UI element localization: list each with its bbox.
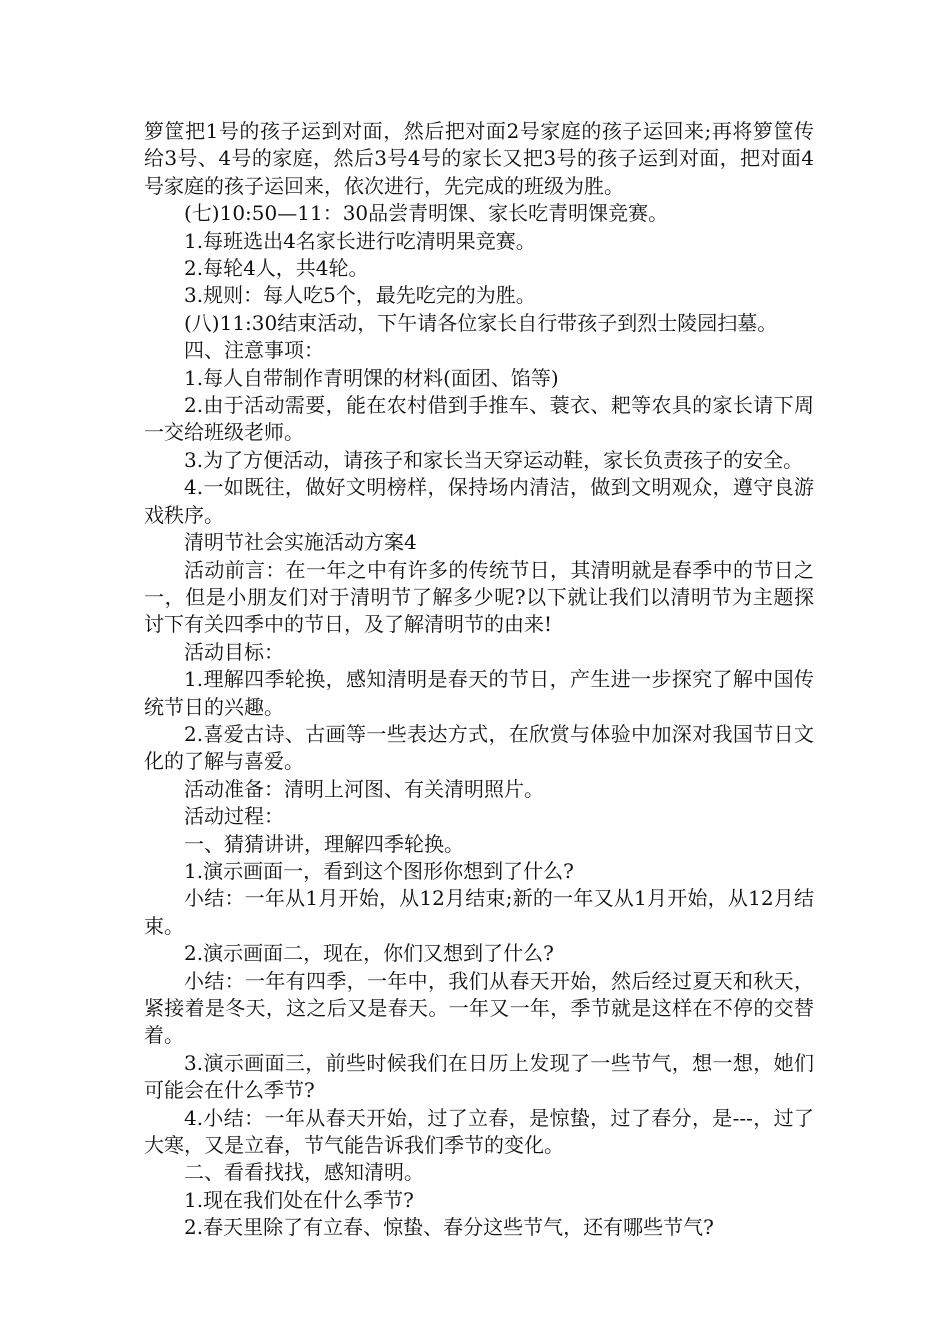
paragraph: (八)11:30结束活动，下午请各位家长自行带孩子到烈士陵园扫墓。 [184, 310, 778, 335]
paragraph: 4.一如既往，做好文明榜样，保持场内清洁，做到文明观众，遵守良游戏秩序。 [144, 475, 814, 527]
paragraph: 1.演示画面一，看到这个图形你想到了什么? [184, 858, 574, 883]
paragraph: 3.规则：每人吃5个，最先吃完的为胜。 [184, 283, 536, 308]
paragraph: 2.演示画面二，现在，你们又想到了什么? [184, 941, 554, 966]
plan-title: 清明节社会实施活动方案4 [184, 530, 417, 555]
paragraph: 活动准备：清明上河图、有关清明照片。 [184, 776, 544, 801]
paragraph: 2.每轮4人，共4轮。 [184, 256, 369, 281]
paragraph: 1.每班选出4名家长进行吃清明果竞赛。 [184, 228, 536, 253]
section-heading: 活动过程： [184, 804, 284, 829]
section-heading: 四、注意事项： [184, 338, 324, 363]
paragraph: (七)10:50—11：30品尝青明馃、家长吃青明馃竞赛。 [184, 201, 669, 226]
section-heading: 二、看看找找，感知清明。 [184, 1160, 424, 1185]
paragraph: 1.现在我们处在什么季节? [184, 1187, 414, 1212]
paragraph: 3.演示画面三，前些时候我们在日历上发现了一些节气，想一想，她们可能会在什么季节? [144, 1050, 814, 1103]
paragraph: 2.由于活动需要，能在农村借到手推车、蓑衣、耙等农具的家长请下周一交给班级老师。 [144, 393, 814, 445]
paragraph: 箩筐把1号的孩子运到对面，然后把对面2号家庭的孩子运回来;再将箩筐传给3号、4号的家庭，然后3号4号的家长又把3号的孩子运到对面，把对面4号家庭的孩子运回来，依次进行，先完成的班级为胜。 [144, 119, 814, 198]
paragraph: 小结：一年从1月开始，从12月结束;新的一年又从1月开始，从12月结束。 [144, 886, 814, 938]
section-heading: 一、猜猜讲讲，理解四季轮换。 [184, 831, 464, 856]
paragraph: 活动前言：在一年之中有许多的传统节日，其清明就是春季中的节日之一，但是小朋友们对于清明节了解多少呢?以下就让我们以清明节为主题探讨下有关四季中的节日，及了解清明节的由来! [144, 557, 814, 637]
paragraph: 小结：一年有四季，一年中，我们从春天开始，然后经过夏天和秋天，紧接着是冬天，这之后又是春天。一年又一年，季节就是这样在不停的交替着。 [144, 968, 814, 1048]
paragraph: 3.为了方便活动，请孩子和家长当天穿运动鞋，家长负责孩子的安全。 [184, 447, 804, 472]
paragraph: 4.小结：一年从春天开始，过了立春，是惊蛰，过了春分，是---，过了大寒，又是立春，节气能告诉我们季节的变化。 [144, 1105, 814, 1158]
section-heading: 活动目标： [184, 639, 284, 664]
document-page [144, 118, 814, 1242]
paragraph: 1.理解四季轮换，感知清明是春天的节日，产生进一步探究了解中国传统节日的兴趣。 [144, 667, 814, 719]
paragraph: 2.喜爱古诗、古画等一些表达方式，在欣赏与体验中加深对我国节日文化的了解与喜爱。 [144, 721, 814, 774]
paragraph: 1.每人自带制作青明馃的材料(面团、馅等) [184, 365, 559, 390]
paragraph: 2.春天里除了有立春、惊蛰、春分这些节气，还有哪些节气? [184, 1215, 714, 1240]
